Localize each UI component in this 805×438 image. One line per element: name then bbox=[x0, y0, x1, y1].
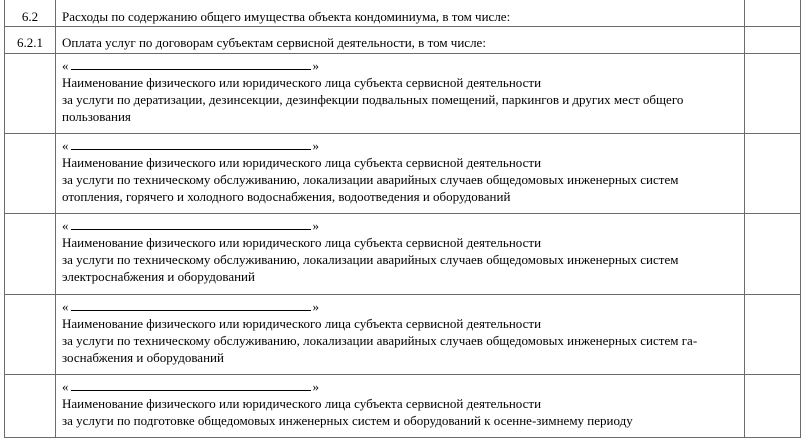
table-row bbox=[5, 1, 801, 27]
service-entry bbox=[56, 375, 745, 438]
entity-label: Наименование физического или юридического лица субъекта сервисной деятельности bbox=[62, 155, 542, 170]
service-entry bbox=[56, 54, 745, 134]
open-quote: « bbox=[62, 218, 69, 233]
row-number bbox=[5, 54, 56, 134]
close-quote: » bbox=[312, 58, 319, 73]
amount-cell[interactable] bbox=[745, 1, 801, 27]
close-quote: » bbox=[312, 218, 319, 233]
service-description-line: за услуги по техническому обслуживанию, локализации аварийных случаев общедомовых инженерных систем bbox=[62, 172, 679, 187]
table-row bbox=[5, 54, 801, 134]
service-entry bbox=[56, 295, 745, 375]
provider-name-line bbox=[62, 137, 738, 154]
service-entry bbox=[56, 134, 745, 214]
amount-cell[interactable] bbox=[745, 27, 801, 54]
amount-cell[interactable] bbox=[745, 134, 801, 214]
open-quote: « bbox=[62, 58, 69, 73]
row-number bbox=[5, 214, 56, 295]
provider-name-line bbox=[62, 57, 738, 74]
table-row bbox=[5, 134, 801, 214]
table-row bbox=[5, 375, 801, 438]
provider-name-blank[interactable] bbox=[71, 378, 311, 391]
table-row bbox=[5, 27, 801, 54]
row-number bbox=[5, 375, 56, 438]
row-number: 6.2.1 bbox=[5, 27, 56, 54]
row-number bbox=[5, 134, 56, 214]
open-quote: « bbox=[62, 299, 69, 314]
provider-name-blank[interactable] bbox=[71, 137, 311, 150]
amount-cell[interactable] bbox=[745, 295, 801, 375]
expenses-table bbox=[4, 0, 801, 438]
open-quote: « bbox=[62, 379, 69, 394]
row-description: Оплата услуг по договорам субъектам сервисной деятельности, в том числе: bbox=[56, 27, 745, 54]
service-entry bbox=[56, 214, 745, 295]
service-description-line: за услуги по техническому обслуживанию, локализации аварийных случаев общедомовых инженерных систем га- bbox=[62, 333, 698, 348]
amount-cell[interactable] bbox=[745, 214, 801, 295]
close-quote: » bbox=[312, 299, 319, 314]
service-description-line: отопления, горячего и холодного водоснабжения, водоотведения и оборудований bbox=[62, 189, 511, 204]
entity-label: Наименование физического или юридического лица субъекта сервисной деятельности bbox=[62, 316, 542, 331]
provider-name-line bbox=[62, 378, 738, 395]
provider-name-line bbox=[62, 217, 738, 234]
table-row bbox=[5, 214, 801, 295]
entity-label: Наименование физического или юридического лица субъекта сервисной деятельности bbox=[62, 396, 542, 411]
service-description-line: за услуги по техническому обслуживанию, локализации аварийных случаев общедомовых инженерных систем bbox=[62, 252, 679, 267]
provider-name-blank[interactable] bbox=[71, 57, 311, 70]
row-number bbox=[5, 295, 56, 375]
close-quote: » bbox=[312, 138, 319, 153]
entity-label: Наименование физического или юридического лица субъекта сервисной деятельности bbox=[62, 235, 542, 250]
table-row bbox=[5, 295, 801, 375]
row-description: Расходы по содержанию общего имущества объекта кондоминиума, в том числе: bbox=[56, 1, 745, 27]
service-description-line: пользования bbox=[62, 109, 131, 124]
provider-name-line bbox=[62, 298, 738, 315]
service-description-line: зоснабжения и оборудований bbox=[62, 350, 224, 365]
entity-label: Наименование физического или юридического лица субъекта сервисной деятельности bbox=[62, 75, 542, 90]
provider-name-blank[interactable] bbox=[71, 298, 311, 311]
service-description-line: за услуги по дератизации, дезинсекции, дезинфекции подвальных помещений, паркингов и других мест общего bbox=[62, 92, 684, 107]
service-description-line: за услуги по подготовке общедомовых инженерных систем и оборудований к осенне-зимнему периоду bbox=[62, 413, 633, 428]
amount-cell[interactable] bbox=[745, 375, 801, 438]
service-description-line: электроснабжения и оборудований bbox=[62, 269, 255, 284]
close-quote: » bbox=[312, 379, 319, 394]
open-quote: « bbox=[62, 138, 69, 153]
provider-name-blank[interactable] bbox=[71, 217, 311, 230]
amount-cell[interactable] bbox=[745, 54, 801, 134]
row-number: 6.2 bbox=[5, 1, 56, 27]
